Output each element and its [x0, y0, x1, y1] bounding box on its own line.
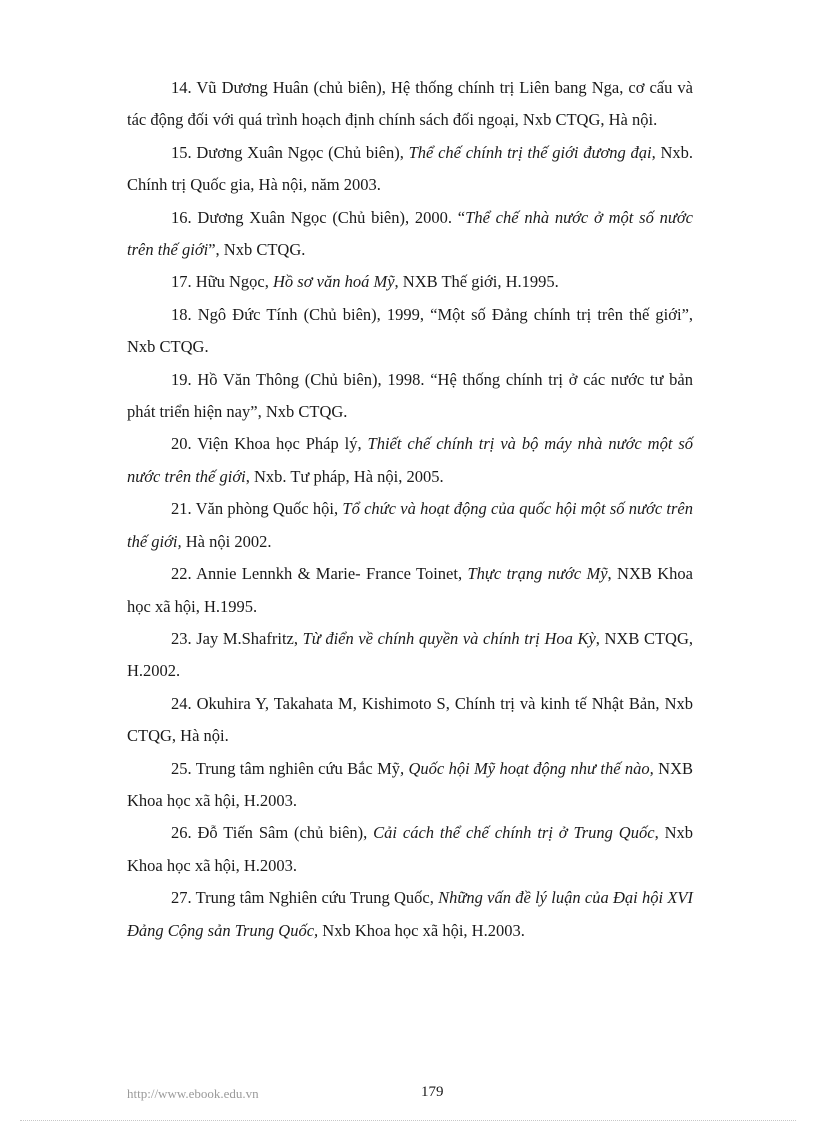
reference-text: Dương Xuân Ngọc (Chủ biên), 2000. “	[197, 207, 466, 227]
reference-title: Thể chế chính trị thế giới đương đại,	[408, 142, 656, 162]
page-bottom-divider	[20, 1120, 796, 1121]
reference-title: Thiết chế chính trị và bộ máy nhà nước một số nước trên thế giới	[127, 434, 694, 486]
reference-number: 25.	[171, 758, 192, 778]
reference-text: Dương Xuân Ngọc (Chủ biên),	[196, 142, 409, 162]
reference-item	[127, 364, 693, 429]
reference-number: 17.	[171, 272, 192, 292]
reference-text: Đỗ Tiến Sâm (chủ biên),	[197, 823, 374, 843]
reference-text: Viện Khoa học Pháp lý,	[197, 434, 368, 454]
reference-number: 16.	[171, 207, 192, 227]
reference-item	[127, 753, 693, 818]
reference-title: Những vấn đề lý luận của Đại hội XVI Đảng Cộng sản Trung Quốc,	[127, 888, 693, 940]
reference-details: , NXB Khoa học xã hội, H.1995.	[127, 564, 694, 616]
reference-details: ”, Nxb CTQG.	[208, 240, 306, 260]
reference-details: , Nxb. Tư pháp, Hà nội, 2005.	[245, 466, 444, 486]
reference-title: , Quốc hội Mỹ hoạt động như thế nào,	[400, 758, 654, 778]
reference-title: Cải cách thể chế chính trị ở Trung Quốc	[373, 823, 655, 843]
reference-number: 15.	[171, 142, 192, 162]
reference-number: 21.	[171, 499, 192, 519]
reference-list	[127, 72, 693, 947]
footer-url: http://www.ebook.edu.vn	[127, 1086, 259, 1101]
reference-item	[127, 558, 693, 623]
reference-details: Hà nội 2002.	[181, 531, 272, 551]
reference-details: Nxb. Chính trị Quốc gia, Hà nội, năm 2003.	[127, 142, 694, 195]
reference-number: 19.	[171, 369, 192, 389]
reference-text: Vũ Dương Huân (chủ biên), Hệ thống chính trị Liên bang Nga, cơ cấu và tác động đối với quá trình hoạch định chính sách đối ngoại, Nxb CTQG, Hà nội.	[127, 78, 693, 130]
reference-title: Thể chế nhà nước ở một số nước trên thế giới	[127, 207, 693, 260]
reference-item	[127, 688, 693, 753]
reference-number: 18.	[171, 304, 192, 324]
reference-item	[127, 72, 693, 137]
reference-number: 26.	[171, 823, 192, 843]
reference-text: Ngô Đức Tính (Chủ biên), 1999, “Một số Đảng chính trị trên thế giới”, Nxb CTQG.	[127, 304, 694, 357]
page-number: 179	[421, 1084, 444, 1100]
reference-item	[127, 202, 693, 267]
reference-number: 20.	[171, 434, 192, 454]
reference-title: Từ điển về chính quyền và chính trị Hoa Kỳ	[302, 628, 596, 648]
reference-details: Nxb Khoa học xã hội, H.2003.	[318, 920, 525, 940]
reference-item	[127, 882, 693, 947]
reference-item	[127, 266, 693, 298]
reference-details: , Nxb Khoa học xã hội, H.2003.	[127, 823, 693, 875]
reference-number: 27.	[171, 888, 192, 908]
reference-item	[127, 817, 693, 882]
reference-text: Okuhira Y, Takahata M, Kishimoto S, Chính trị và kinh tế Nhật Bản, Nxb CTQG, Hà nội.	[127, 693, 693, 746]
reference-text: Hồ Văn Thông (Chủ biên), 1998. “Hệ thống chính trị ở các nước tư bản phát triển hiện nay”, Nxb CTQG.	[127, 369, 694, 422]
reference-details: NXB Khoa học xã hội, H.2003.	[127, 758, 694, 810]
reference-number: 24.	[171, 693, 192, 713]
reference-item	[127, 428, 693, 493]
reference-text: Hữu Ngọc,	[195, 272, 273, 292]
reference-number: 22.	[171, 564, 192, 584]
reference-item	[127, 493, 693, 558]
reference-title: Thực trạng nước Mỹ	[467, 564, 608, 584]
reference-text: Annie Lennkh & Marie- France Toinet,	[196, 564, 468, 584]
reference-title: Hồ sơ văn hoá Mỹ	[272, 272, 395, 292]
reference-details: , NXB CTQG, H.2002.	[127, 628, 693, 681]
reference-item	[127, 137, 693, 202]
reference-item	[127, 299, 693, 364]
reference-text: Trung tâm Nghiên cứu Trung Quốc,	[195, 888, 439, 908]
reference-text: Văn phòng Quốc hội,	[195, 499, 343, 519]
reference-text: Trung tâm nghiên cứu Bắc Mỹ	[195, 758, 401, 778]
reference-details: , NXB Thế giới, H.1995.	[394, 272, 559, 292]
reference-number: 14.	[171, 78, 192, 97]
reference-title: Tổ chức và hoạt động của quốc hội một số nước trên thế giới,	[127, 499, 694, 551]
reference-number: 23.	[171, 628, 192, 648]
reference-text: Jay M.Shafritz,	[196, 628, 303, 648]
reference-item	[127, 623, 693, 688]
